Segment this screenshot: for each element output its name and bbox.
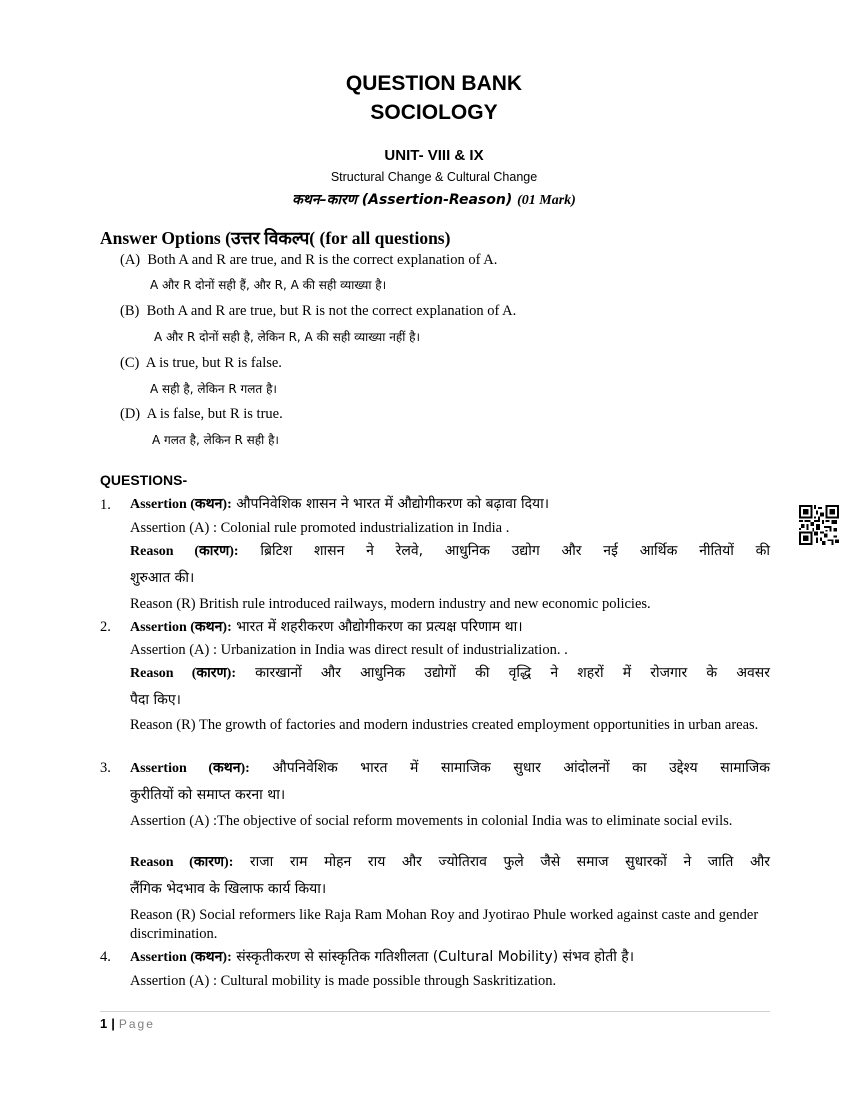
footer-separator: |	[111, 1016, 115, 1031]
q1-reason-hindi	[130, 541, 770, 560]
option-text: Both A and R are true, but R is not the correct explanation of A.	[146, 303, 517, 319]
q2-reason-hindi-cont: पैदा किए।	[130, 692, 181, 708]
question-type-hindi: कथन–कारण	[292, 192, 362, 208]
page-footer	[100, 1016, 155, 1031]
question-number: 3.	[100, 760, 111, 776]
option-d	[120, 406, 283, 423]
reason-hindi-text: राजा राम मोहन राय और ज्योतिराव फुले जैसे समाज सुधारकों ने जाति और	[249, 854, 770, 870]
assertion-hindi-text: औपनिवेशिक शासन ने भारत में औद्योगीकरण को बढ़ावा दिया।	[236, 496, 550, 512]
q3-reason-hindi-cont: लैंगिक भेदभाव के खिलाफ कार्य किया।	[130, 881, 327, 897]
question-number: 2.	[100, 619, 111, 635]
option-label: (D)	[120, 406, 141, 422]
assertion-hindi-text: संस्कृतीकरण से सांस्कृतिक गतिशीलता (Cultural Mobility) संभव होती है।	[236, 949, 635, 965]
q4-assertion-hindi	[130, 947, 770, 966]
q1-reason-english: Reason (R) British rule introduced railways, modern industry and new economic policies.	[130, 596, 651, 612]
answer-options-heading: Answer Options (उत्तर विकल्प( (for all questions)	[100, 228, 451, 248]
q3-reason-hindi	[130, 852, 770, 871]
assertion-hindi-text: औपनिवेशिक भारत में सामाजिक सुधार आंदोलनों का उद्देश्य सामाजिक	[272, 760, 771, 776]
q2-reason-english: Reason (R) The growth of factories and modern industries created employment opportunities in urban areas.	[130, 717, 759, 733]
assertion-label: Assertion (कथन):	[130, 950, 232, 965]
assertion-hindi-text: भारत में शहरीकरण औद्योगीकरण का प्रत्यक्ष परिणाम था।	[236, 619, 523, 635]
footer-divider	[100, 1011, 770, 1012]
q1-reason-hindi-cont: शुरुआत की।	[130, 570, 195, 586]
reason-hindi-text: ब्रिटिश शासन ने रेलवे, आधुनिक उद्योग और नई आर्थिक नीतियों की	[260, 543, 770, 559]
q3-reason-english: Reason (R) Social reformers like Raja Ram Mohan Roy and Jyotirao Phule worked against caste and gender discrimination.	[130, 907, 759, 942]
q3-assertion-english: Assertion (A) :The objective of social reform movements in colonial India was to eliminate social evils.	[130, 813, 733, 829]
reason-label: Reason (कारण):	[130, 666, 236, 681]
option-b-hindi: A और R दोनों सही है, लेकिन R, A की सही व्याख्या नहीं है।	[154, 330, 421, 344]
questions-heading: QUESTIONS-	[100, 472, 188, 488]
reason-label: Reason (कारण):	[130, 855, 234, 870]
option-a-hindi: A और R दोनों सही हैं, और R, A की सही व्याख्या है।	[150, 278, 387, 292]
doc-title-line2: SOCIOLOGY	[370, 101, 498, 124]
assertion-label: Assertion (कथन):	[130, 620, 232, 635]
q2-reason-hindi	[130, 663, 770, 682]
option-text: Both A and R are true, and R is the correct explanation of A.	[147, 252, 498, 268]
unit-heading: UNIT- VIII & IX	[384, 147, 484, 164]
q3-assertion-hindi	[130, 758, 770, 777]
q1-assertion-hindi	[130, 494, 770, 513]
q3-assertion-hindi-cont: कुरीतियों को समाप्त करना था।	[130, 787, 286, 803]
unit-subtitle: Structural Change & Cultural Change	[330, 170, 538, 184]
reason-hindi-text: कारखानों और आधुनिक उद्योगों की वृद्धि ने शहरों में रोजगार के अवसर	[255, 665, 770, 681]
q2-assertion-english: Assertion (A) : Urbanization in India was direct result of industrialization. .	[130, 642, 568, 658]
page-word: Page	[118, 1017, 155, 1031]
option-label: (A)	[120, 252, 141, 268]
assertion-label: Assertion (कथन):	[130, 497, 232, 512]
option-c-hindi: A सही है, लेकिन R गलत है।	[150, 382, 277, 396]
qr-code-icon	[799, 505, 839, 545]
option-b	[120, 303, 516, 320]
option-a	[120, 252, 497, 269]
option-text: A is true, but R is false.	[145, 355, 282, 371]
option-text: A is false, but R is true.	[146, 406, 283, 422]
q2-assertion-hindi	[130, 617, 770, 636]
page-number: 1	[100, 1016, 108, 1031]
question-number: 4.	[100, 949, 111, 965]
option-c	[120, 355, 282, 372]
question-number: 1.	[100, 497, 111, 513]
question-type-english: (Assertion-Reason)	[361, 192, 518, 208]
question-type-heading	[0, 190, 850, 209]
option-label: (B)	[120, 303, 140, 319]
option-label: (C)	[120, 355, 140, 371]
q1-assertion-english: Assertion (A) : Colonial rule promoted industrialization in India .	[130, 520, 510, 536]
q4-assertion-english: Assertion (A) : Cultural mobility is made possible through Saskritization.	[130, 973, 557, 989]
assertion-label: Assertion (कथन):	[130, 761, 250, 776]
option-d-hindi: A गलत है, लेकिन R सही है।	[152, 433, 279, 447]
doc-title-line1: QUESTION BANK	[345, 72, 523, 95]
reason-label: Reason (कारण):	[130, 544, 239, 559]
marks-label: (01 Mark)	[517, 193, 576, 208]
